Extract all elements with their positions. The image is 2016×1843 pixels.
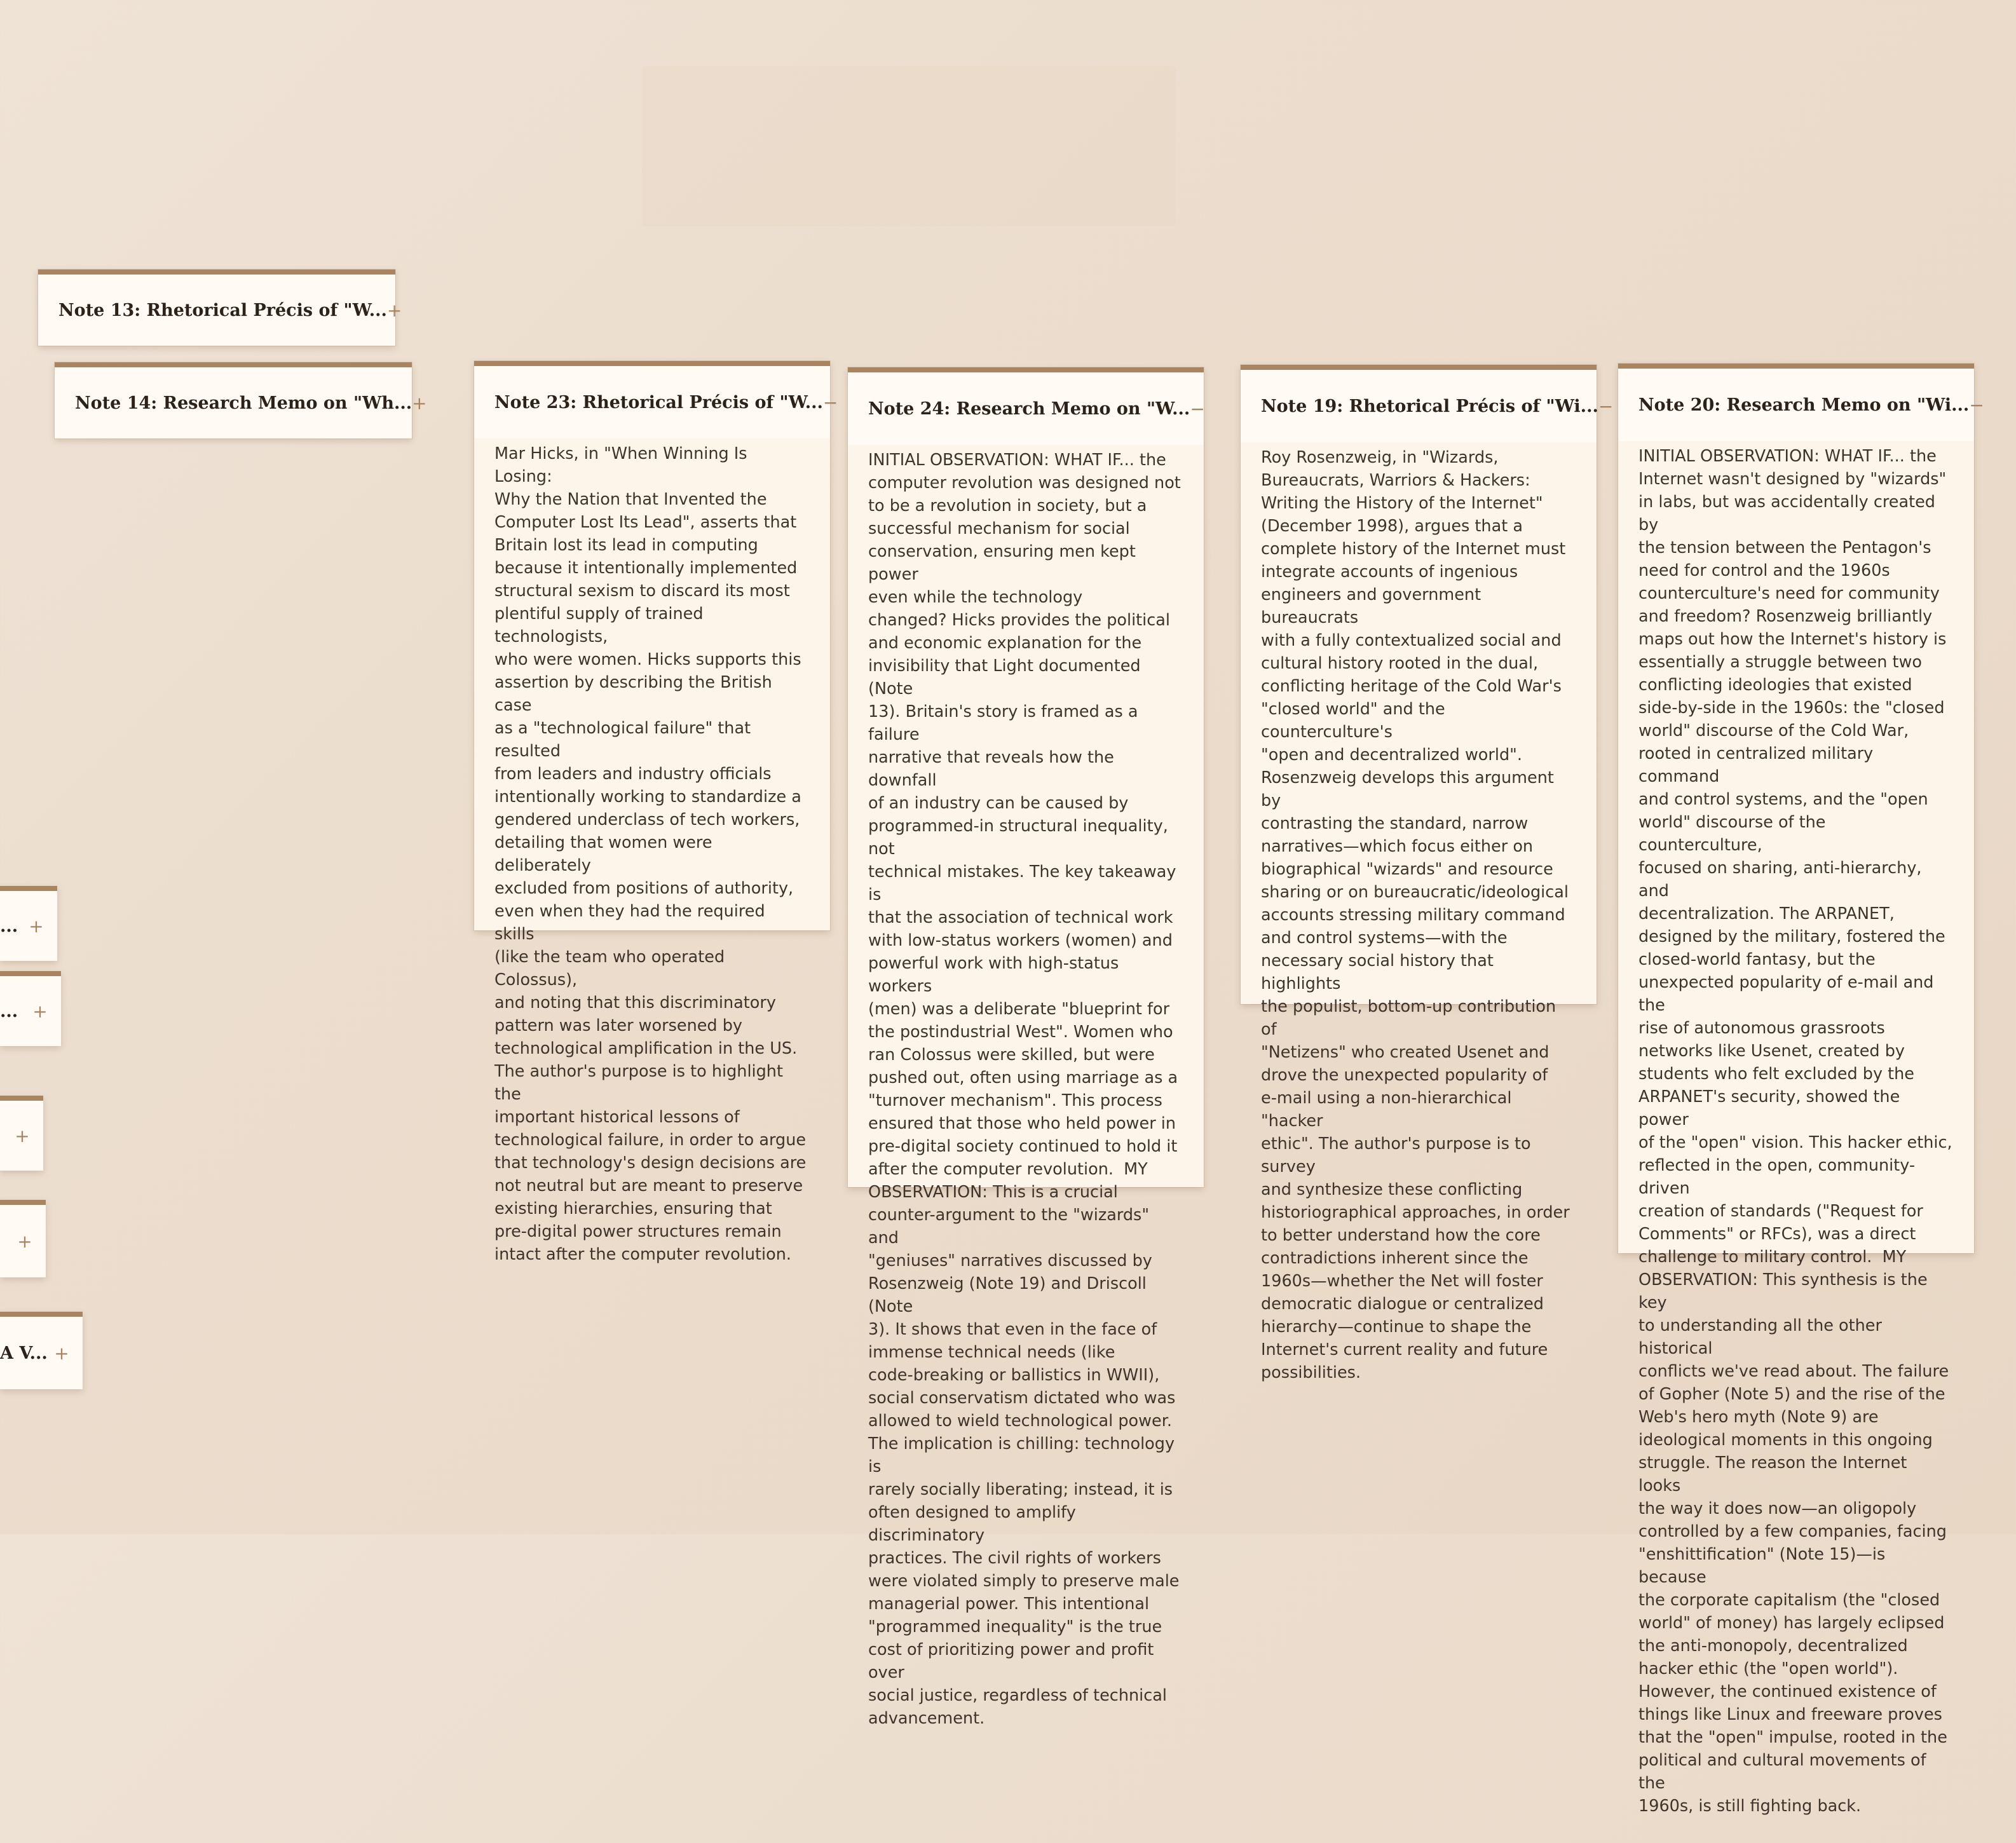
note-title: Note 19: Rhetorical Précis of "Wi... — [1261, 396, 1598, 416]
expand-toggle-icon[interactable]: + — [412, 392, 427, 414]
note-card-collapsed[interactable] — [38, 269, 402, 346]
collapse-toggle-icon[interactable]: − — [822, 391, 838, 413]
note-title: Note 24: Research Memo on "W... — [868, 398, 1190, 419]
offscreen-note-card[interactable] — [0, 886, 57, 961]
offscreen-note-card[interactable] — [0, 971, 61, 1046]
collapse-toggle-icon[interactable]: − — [1598, 395, 1614, 417]
note-header — [848, 372, 1204, 445]
note-title: ... — [0, 1001, 18, 1021]
expand-toggle-icon[interactable]: + — [386, 299, 402, 321]
note-title: ... — [0, 916, 18, 936]
note-body-text[interactable]: Roy Rosenzweig, in "Wizards, Bureaucrats, Warriors & Hackers: Writing the History of the Internet" (December 1998), argues that a complete history of the Internet must integrate accounts of ingenious engineers and government bureaucrats with a fully contextualized social and cultural history rooted in the dual, conflicting heritage of the Cold War's "closed world" and the counterculture's "open and decentralized world". Rosenzweig develops this argument by contrasting the standard, narrow narratives—which focus either on biographical "wizards" and resource sharing or on bureaucratic/ideological accounts stressing military command and control systems—with the necessary social history that highlights the populist, bottom-up contribution of "Netizens" who created Usenet and drove the unexpected popularity of e-mail using a non-hierarchical "hacker ethic". The author's purpose is to survey and synthesize these conflicting historiographical approaches, in order to better understand how the core contradictions inherent since the 1960s—whether the Net will foster democratic dialogue or centralized hierarchy—continue to shape the Internet's current reality and future possibilities. — [1261, 448, 1570, 1382]
note-header — [1618, 369, 1984, 441]
note-body-text[interactable]: Mar Hicks, in "When Winning Is Losing: Why the Nation that Invented the Computer Lost Its Lead", asserts that Britain lost its lead in computing because it intentionally implemented structural sexism to discard its most plentiful supply of trained technologists, who were women. Hicks supports this assertion by describing the British case as a "technological failure" that resulted from leaders and industry officials intentionally working to standardize a gendered underclass of tech workers, detailing that women were deliberately excluded from positions of authority, even when they had the required skills (like the team who operated Colossus), and noting that this discriminatory pattern was later worsened by technological amplification in the US. The author's purpose is to highlight the important historical lessons of technological failure, in order to argue that technology's design decisions are not neutral but are meant to preserve existing hierarchies, ensuring that pre-digital power structures remain intact after the computer revolution. — [494, 444, 807, 1264]
offscreen-note-card[interactable] — [0, 1312, 83, 1389]
note-card-expanded[interactable] — [848, 367, 1205, 1728]
note-body-text[interactable]: INITIAL OBSERVATION: WHAT IF... the Internet wasn't designed by "wizards" in labs, but was accidentally created by the tension between the Pentagon's need for control and the 1960s counterculture's need for community and freedom? Rosenzweig brilliantly maps out how the Internet's history is essentially a struggle between two conflicting ideologies that existed side-by-side in the 1960s: the "closed world" discourse of the Cold War, rooted in centralized military command and control systems, and the "open world" discourse of the counterculture, focused on sharing, anti-hierarchy, and decentralization. The ARPANET, designed by the military, fostered the closed-world fantasy, but the unexpected popularity of e-mail and the rise of autonomous grassroots networks like Usenet, created by students who felt excluded by the ARPANET's security, showed the power of the "open" vision. This hacker ethic, reflected in the open, community-driven creation of standards ("Request for Comments" or RFCs), was a direct challenge to military control. MY OBSERVATION: This synthesis is the key to understanding all the other historical conflicts we've read about. The failure of Gopher (Note 5) and the rise of the Web's hero myth (Note 9) are ideological moments in this ongoing struggle. The reason the Internet looks the way it does now—an oligopoly controlled by a few companies, facing "enshittification" (Note 15)—is because the corporate capitalism (the "closed world" of money) has largely eclipsed the anti-monopoly, decentralized hacker ethic (the "open world"). However, the continued existence of things like Linux and freeware proves that the "open" impulse, rooted in the political and cultural movements of the 1960s, is still fighting back. — [1638, 447, 1952, 1816]
note-header — [474, 366, 838, 439]
note-title: A V... — [0, 1343, 48, 1363]
note-title: Note 23: Rhetorical Précis of "W... — [494, 392, 823, 412]
expand-toggle-icon[interactable]: + — [29, 915, 44, 937]
note-title: Note 20: Research Memo on "Wi... — [1638, 395, 1970, 415]
note-card-expanded[interactable] — [1618, 364, 1984, 1816]
offscreen-note-card[interactable] — [0, 1096, 43, 1171]
note-header — [1241, 370, 1614, 442]
collapse-toggle-icon[interactable]: − — [1969, 394, 1984, 416]
offscreen-note-card[interactable] — [0, 1200, 46, 1277]
note-body-text[interactable]: INITIAL OBSERVATION: WHAT IF... the computer revolution was designed not to be a revolution in society, but a successful mechanism for social conservation, ensuring men kept power even while the technology changed? Hicks provides the political and economic explanation for the invisibility that Light documented (Note 13). Britain's story is framed as a failure narrative that reveals how the downfall of an industry can be caused by programmed-in structural inequality, not technical mistakes. The key takeaway is that the association of technical work with low-status workers (women) and powerful work with high-status workers (men) was a deliberate "blueprint for the postindustrial West". Women who ran Colossus were skilled, but were pushed out, often using marriage as a "turnover mechanism". This process ensured that those who held power in pre-digital society continued to hold it after the computer revolution. MY OBSERVATION: This is a crucial counter-argument to the "wizards" and "geniuses" narratives discussed by Rosenzweig (Note 19) and Driscoll (Note 3). It shows that even in the face of immense technical needs (like code-breaking or ballistics in WWII), social conservatism dictated who was allowed to wield technological power. The implication is chilling: technology is rarely socially liberating; instead, it is often designed to amplify discriminatory practices. The civil rights of workers were violated simply to preserve male managerial power. This intentional "programmed inequality" is the true cost of prioritizing power and profit over social justice, regardless of technical advancement. — [868, 451, 1181, 1728]
note-card-expanded[interactable] — [474, 361, 838, 1264]
note-title: Note 14: Research Memo on "Wh... — [75, 393, 412, 413]
expand-toggle-icon[interactable]: + — [32, 1000, 48, 1022]
expand-toggle-icon[interactable]: + — [15, 1125, 30, 1146]
collapse-toggle-icon[interactable]: − — [1190, 398, 1205, 419]
note-title: Note 13: Rhetorical Précis of "W... — [58, 300, 387, 320]
expand-toggle-icon[interactable]: + — [54, 1342, 69, 1364]
canvas-shadow-region — [642, 66, 1176, 226]
expand-toggle-icon[interactable]: + — [17, 1230, 32, 1252]
note-card-collapsed[interactable] — [55, 362, 427, 439]
note-card-expanded[interactable] — [1241, 365, 1614, 1382]
